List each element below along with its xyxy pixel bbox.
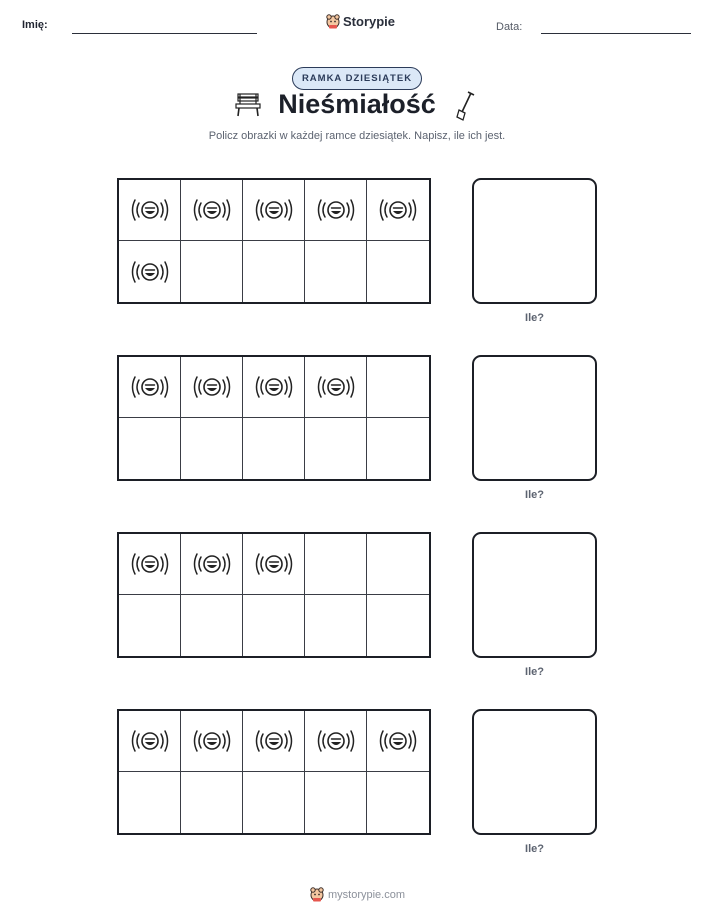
shy-face-icon	[252, 548, 296, 580]
ten-frame-cell	[367, 534, 429, 595]
ten-frame-cell	[367, 241, 429, 302]
shy-face-icon	[128, 371, 172, 403]
ten-frame-cell	[305, 595, 367, 656]
answer-label: Ile?	[525, 666, 544, 678]
ten-frame	[117, 709, 431, 835]
footer-url: mystorypie.com	[327, 888, 406, 901]
shy-face-icon	[252, 725, 296, 757]
ten-frame-cell	[243, 772, 305, 833]
ten-frame-cell	[243, 711, 305, 772]
date-field[interactable]	[541, 33, 691, 34]
ten-frame-cell	[367, 357, 429, 418]
answer-label: Ile?	[525, 489, 544, 501]
ten-frame-cell	[181, 534, 243, 595]
ten-frame-cell	[119, 772, 181, 833]
ten-frame-cell	[119, 534, 181, 595]
ten-frame-cell	[305, 772, 367, 833]
shy-face-icon	[314, 194, 358, 226]
ten-frame-cell	[181, 241, 243, 302]
instruction-text: Policz obrazki w każdej ramce dziesiątek. Napisz, ile ich jest.	[208, 130, 506, 142]
ten-frame-cell	[243, 595, 305, 656]
ten-frame-cell	[305, 711, 367, 772]
answer-label: Ile?	[525, 312, 544, 324]
ten-frame-cell	[119, 595, 181, 656]
ten-frame-cell	[119, 241, 181, 302]
ten-frame-cell	[119, 180, 181, 241]
worksheet-type-badge: RAMKA DZIESIĄTEK	[292, 67, 422, 90]
ten-frame-cell	[243, 180, 305, 241]
brand-name: Storypie	[343, 14, 396, 29]
mascot-icon	[325, 13, 341, 30]
date-label: Data:	[496, 21, 523, 33]
ten-frame-cell	[305, 241, 367, 302]
ten-frame-cell	[367, 772, 429, 833]
ten-frame-cell	[119, 418, 181, 479]
shy-face-icon	[252, 194, 296, 226]
ten-frame-cell	[367, 595, 429, 656]
ten-frame-cell	[181, 418, 243, 479]
ten-frame-cell	[119, 711, 181, 772]
answer-box[interactable]	[472, 709, 597, 835]
brand-logo	[325, 13, 395, 30]
answer-label: Ile?	[525, 843, 544, 855]
ten-frame-cell	[181, 711, 243, 772]
shy-face-icon	[190, 725, 234, 757]
answer-box[interactable]	[472, 355, 597, 481]
mascot-icon	[309, 886, 325, 903]
answer-box[interactable]	[472, 532, 597, 658]
shy-face-icon	[376, 194, 420, 226]
shy-face-icon	[190, 194, 234, 226]
ten-frame-cell	[243, 534, 305, 595]
ten-frame-cell	[305, 534, 367, 595]
page-title: Nieśmiałość	[278, 89, 436, 119]
shovel-icon	[454, 90, 476, 122]
shy-face-icon	[128, 725, 172, 757]
ten-frame-cell	[119, 357, 181, 418]
shy-face-icon	[128, 548, 172, 580]
shy-face-icon	[314, 725, 358, 757]
ten-frame-cell	[367, 180, 429, 241]
name-label: Imię:	[22, 19, 48, 31]
ten-frame	[117, 532, 431, 658]
ten-frame-cell	[305, 357, 367, 418]
shy-face-icon	[190, 548, 234, 580]
footer	[0, 886, 714, 903]
ten-frame-cell	[181, 595, 243, 656]
ten-frame-cell	[243, 357, 305, 418]
ten-frame-cell	[181, 772, 243, 833]
shy-face-icon	[314, 371, 358, 403]
ten-frame-cell	[181, 357, 243, 418]
ten-frame-cell	[367, 418, 429, 479]
shy-face-icon	[376, 725, 420, 757]
shy-face-icon	[128, 194, 172, 226]
ten-frame	[117, 178, 431, 304]
shy-face-icon	[252, 371, 296, 403]
ten-frame-cell	[305, 418, 367, 479]
shy-face-icon	[190, 371, 234, 403]
name-field[interactable]	[72, 33, 257, 34]
shy-face-icon	[128, 256, 172, 288]
ten-frame	[117, 355, 431, 481]
answer-box[interactable]	[472, 178, 597, 304]
ten-frame-cell	[243, 241, 305, 302]
ten-frame-cell	[243, 418, 305, 479]
ten-frame-cell	[367, 711, 429, 772]
ten-frame-cell	[305, 180, 367, 241]
ten-frame-cell	[181, 180, 243, 241]
